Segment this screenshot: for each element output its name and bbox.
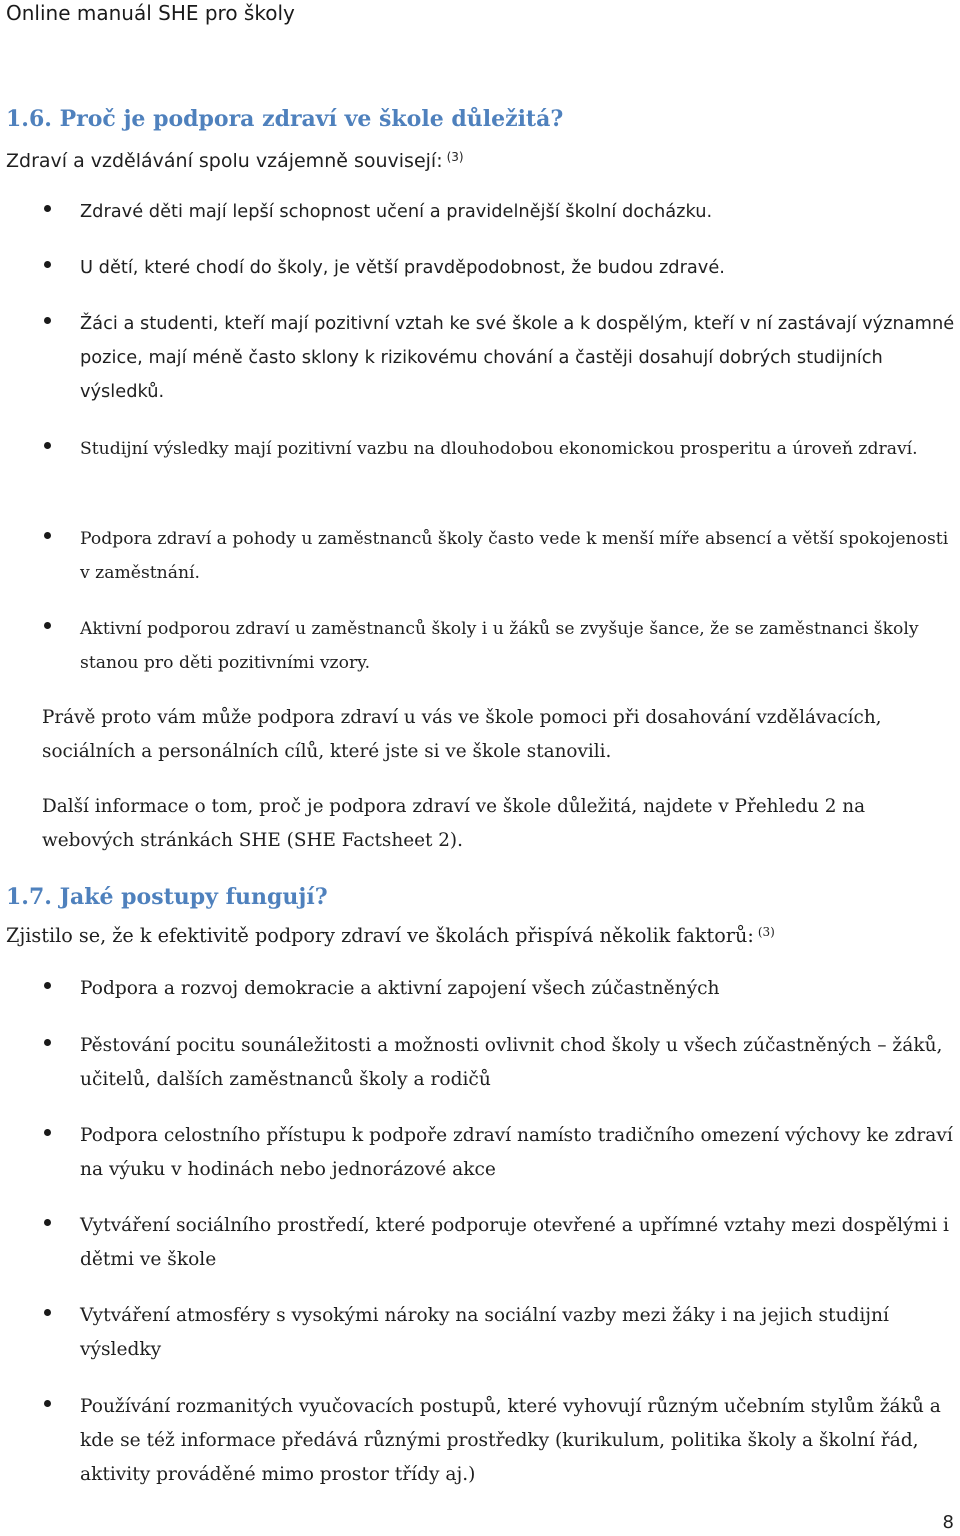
list-item xyxy=(80,522,958,590)
intro-text: Zdraví a vzdělávání spolu vzájemně souvisejí: xyxy=(6,150,443,172)
bullet-icon xyxy=(44,442,51,449)
list-item xyxy=(80,251,958,285)
page-number: 8 xyxy=(942,1512,954,1533)
list-item-text: Aktivní podporou zdraví u zaměstnanců školy i u žáků se zvyšuje šance, že se zaměstnanci školy stanou pro děti pozitivními vzory. xyxy=(80,619,919,673)
bullet-icon xyxy=(44,1129,51,1136)
list-item-text: Žáci a studenti, kteří mají pozitivní vztah ke své škole a k dospělým, kteří v ní zastávají významné pozice, mají méně často sklony k rizikovému chování a častěji dosahují dobrých studijních výsledků. xyxy=(80,313,955,402)
bullet-icon xyxy=(44,1219,51,1226)
list-item xyxy=(80,432,958,466)
list-item-text: Zdravé děti mají lepší schopnost učení a pravidelnější školní docházku. xyxy=(80,201,713,222)
page-header: Online manuál SHE pro školy xyxy=(6,1,295,25)
paragraph: Právě proto vám může podpora zdraví u vás ve škole pomoci při dosahování vzdělávacích, sociálních a personálních cílů, které jste si ve škole stanovili. xyxy=(42,707,882,762)
citation-ref: (3) xyxy=(446,150,464,164)
list-item xyxy=(80,1119,958,1187)
section-heading-1-7: 1.7. Jaké postupy fungují? xyxy=(6,884,328,910)
section-heading-1-6: 1.6. Proč je podpora zdraví ve škole důležitá? xyxy=(6,106,564,132)
citation-ref: (3) xyxy=(757,925,775,939)
bullet-icon xyxy=(44,622,51,629)
intro-text: Zjistilo se, že k efektivitě podpory zdraví ve školách přispívá několik faktorů: xyxy=(6,924,754,947)
list-item xyxy=(80,1299,958,1367)
list-item xyxy=(80,195,958,229)
list-item xyxy=(80,972,958,1006)
list-item-text: Studijní výsledky mají pozitivní vazbu na dlouhodobou ekonomickou prosperitu a úroveň zdraví. xyxy=(80,439,918,459)
bullet-icon xyxy=(44,1400,51,1407)
list-item xyxy=(80,307,958,409)
list-item-text: Podpora a rozvoj demokracie a aktivní zapojení všech zúčastněných xyxy=(80,978,720,999)
bullet-icon xyxy=(44,982,51,989)
paragraph: Další informace o tom, proč je podpora zdraví ve škole důležitá, najdete v Přehledu 2 na webových stránkách SHE (SHE Factsheet 2). xyxy=(42,796,866,851)
section-1-6-intro xyxy=(6,144,464,174)
bullet-icon xyxy=(44,532,51,539)
list-item-text: Vytváření atmosféry s vysokými nároky na sociální vazby mezi žáky i na jejich studijní výsledky xyxy=(80,1305,889,1360)
list-item-text: Používání rozmanitých vyučovacích postupů, které vyhovují různým učebním stylům žáků a kde se též informace předává různými prostředky (kurikulum, politika školy a školní řád, aktivity prováděné mimo prostor třídy aj.) xyxy=(80,1396,941,1485)
list-item-text: Pěstování pocitu sounáležitosti a možnosti ovlivnit chod školy u všech zúčastněných – žáků, učitelů, dalších zaměstnanců školy a rodičů xyxy=(80,1035,943,1090)
bullet-icon xyxy=(44,1309,51,1316)
bullet-icon xyxy=(44,261,51,268)
list-item-text: Podpora zdraví a pohody u zaměstnanců školy často vede k menší míře absencí a větší spokojenosti v zaměstnání. xyxy=(80,529,949,583)
list-item-text: U dětí, které chodí do školy, je větší pravděpodobnost, že budou zdravé. xyxy=(80,257,725,278)
list-item xyxy=(80,612,958,680)
bullet-icon xyxy=(44,317,51,324)
section-1-7-intro xyxy=(6,919,775,949)
list-item xyxy=(80,1029,958,1097)
list-item xyxy=(80,1209,958,1277)
bullet-icon xyxy=(44,1039,51,1046)
list-item-text: Vytváření sociálního prostředí, které podporuje otevřené a upřímné vztahy mezi dospělými i dětmi ve škole xyxy=(80,1215,949,1270)
list-item xyxy=(80,1390,958,1492)
list-item-text: Podpora celostního přístupu k podpoře zdraví namísto tradičního omezení výchovy ke zdraví na výuku v hodinách nebo jednorázové akce xyxy=(80,1125,953,1180)
bullet-icon xyxy=(44,205,51,212)
